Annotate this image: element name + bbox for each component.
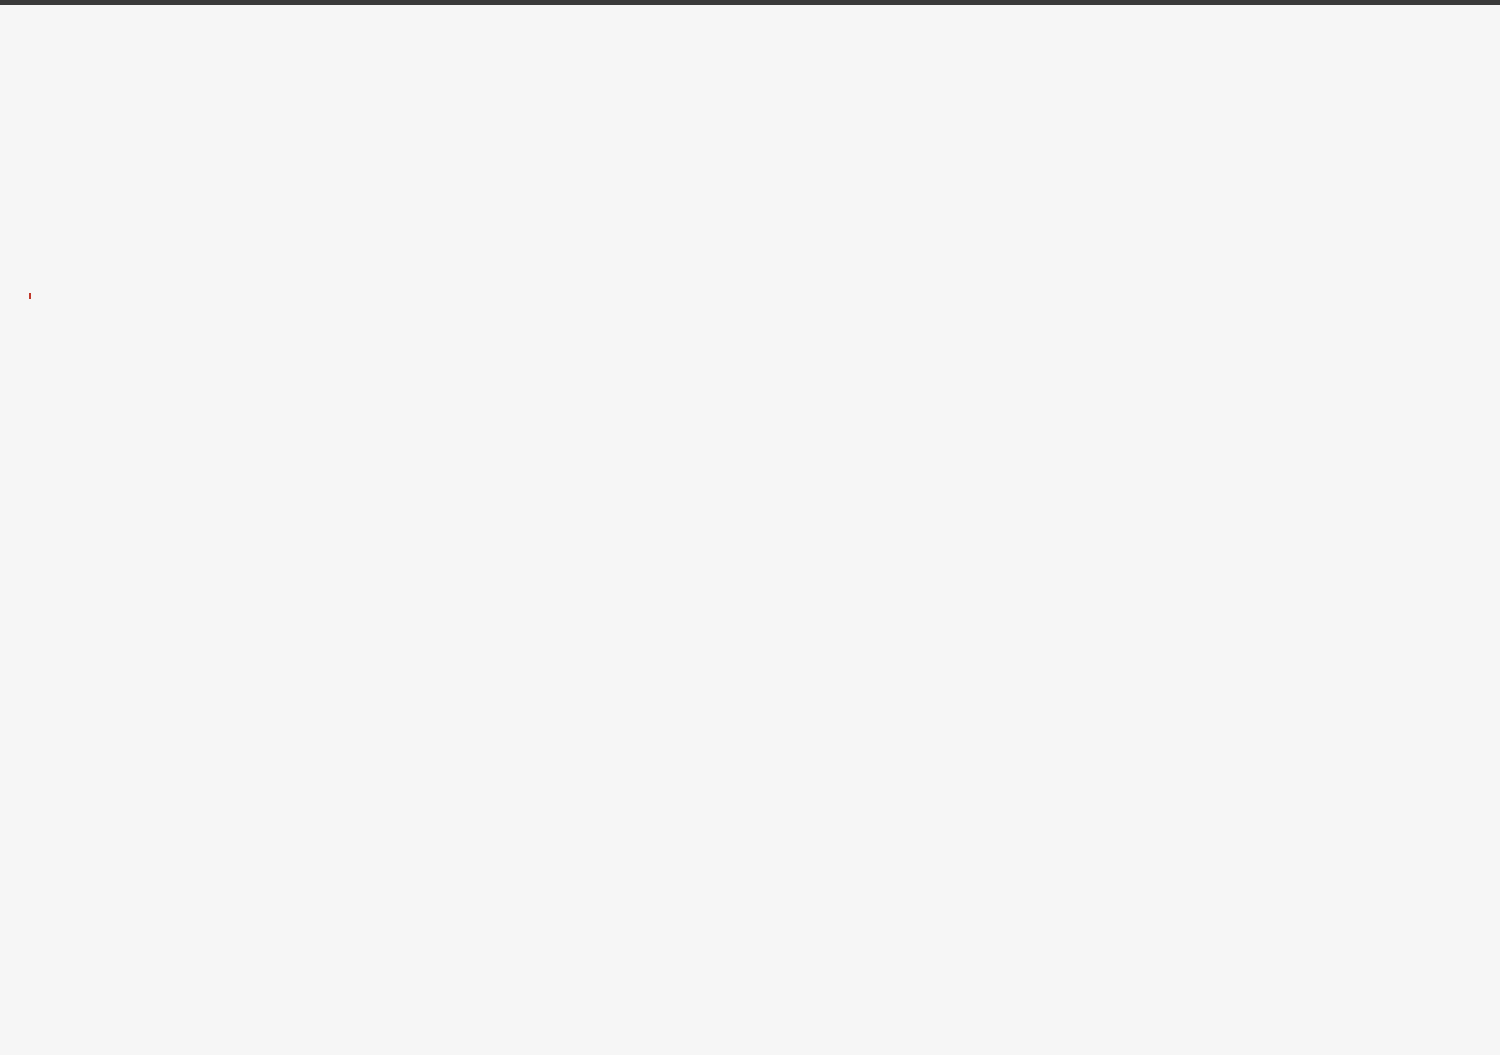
page-top-edge — [0, 0, 1500, 5]
margin-mark — [29, 293, 31, 299]
